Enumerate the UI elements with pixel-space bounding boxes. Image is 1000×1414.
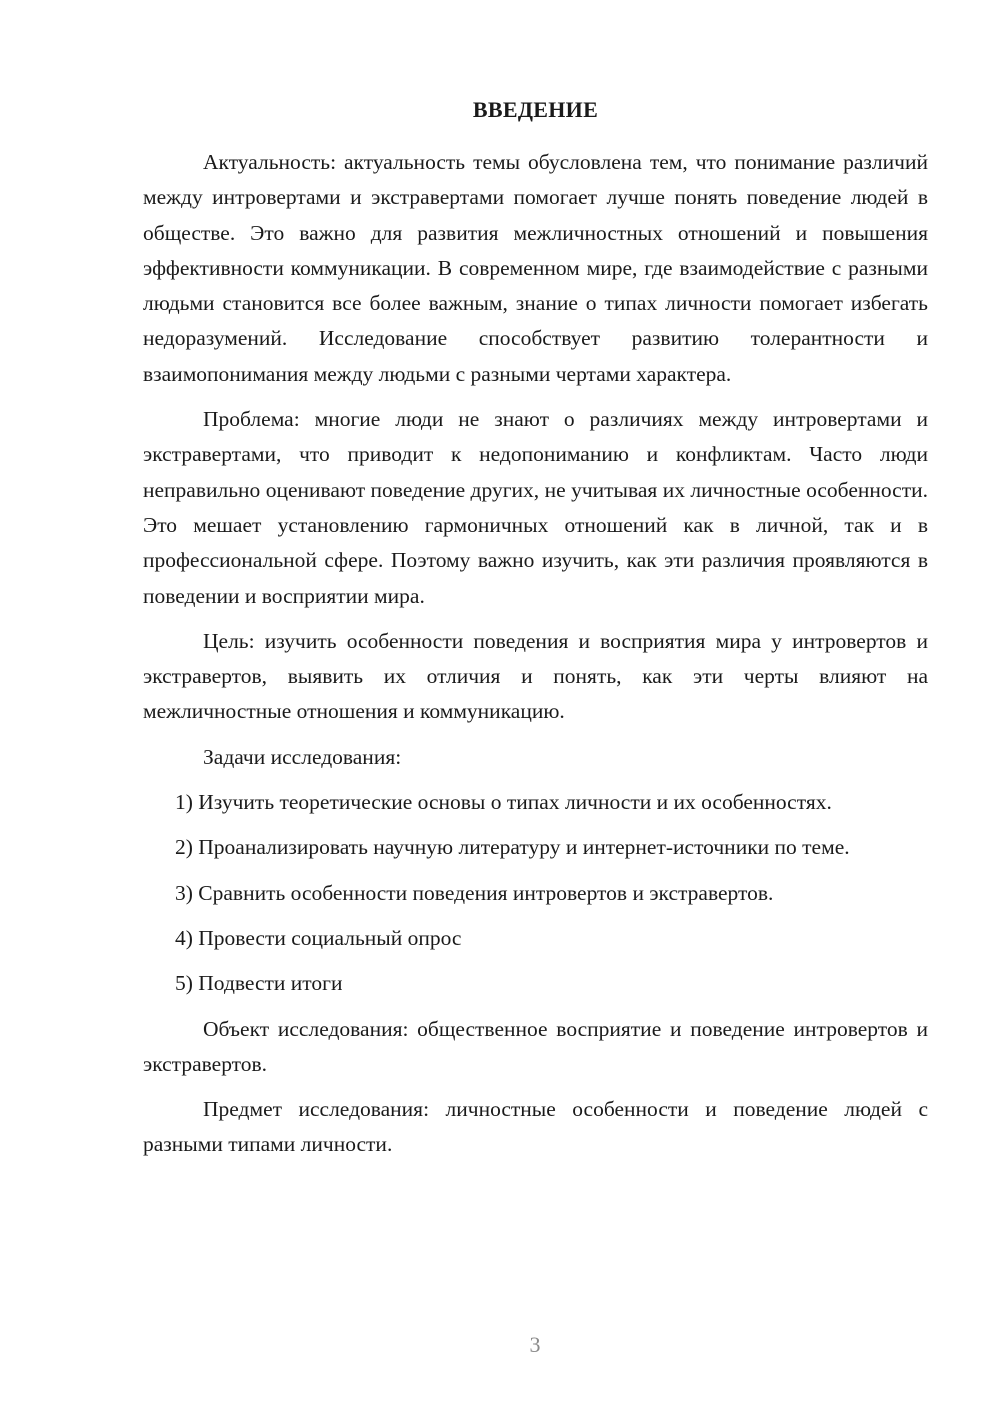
- task-item-4: 4) Провести социальный опрос: [175, 925, 462, 950]
- paragraph-subject: Предмет исследования: личностные особенности и поведение людей с разными типами личности.: [143, 1097, 928, 1157]
- page-number: 3: [529, 1332, 541, 1357]
- task-item-3: 3) Сравнить особенности поведения интровертов и экстравертов.: [175, 880, 774, 905]
- paragraph-goal: Цель: изучить особенности поведения и восприятия мира у интровертов и экстравертов, выявить их отличия и понять, как эти черты влияют на межличностные отношения и коммуникацию.: [143, 628, 928, 724]
- task-item-1: 1) Изучить теоретические основы о типах личности и их особенностях.: [175, 790, 832, 815]
- task-item-2: 2) Проанализировать научную литературу и интернет-источники по теме.: [175, 835, 850, 860]
- paragraph-problem: Проблема: многие люди не знают о различиях между интровертами и экстравертами, что приводит к недопониманию и конфликтам. Часто люди неправильно оценивают поведение других, не учитывая их личностные особенности. Это мешает установлению гармоничных отношений как в личной, так и в профессиональной сфере. Поэтому важно изучить, как эти различия проявляются в поведении и восприятии мира.: [143, 407, 928, 608]
- task-item-5: 5) Подвести итоги: [175, 971, 343, 996]
- document-page: [143, 92, 928, 1173]
- document-heading: ВВЕДЕНИЕ: [472, 97, 599, 122]
- tasks-title: Задачи исследования:: [203, 744, 402, 769]
- paragraph-relevance: Актуальность: актуальность темы обусловлена тем, что понимание различий между интровертами и экстравертами помогает лучше понять поведение людей в обществе. Это важно для развития межличностных отношений и повышения эффективности коммуникации. В современном мире, где взаимодействие с разными людьми становится все более важным, знание о типах личности помогает избегать недоразумений. Исследование способствует развитию толерантности и взаимопонимания между людьми с разными чертами характера.: [143, 150, 928, 386]
- paragraph-object: Объект исследования: общественное восприятие и поведение интровертов и экстравертов.: [143, 1016, 928, 1076]
